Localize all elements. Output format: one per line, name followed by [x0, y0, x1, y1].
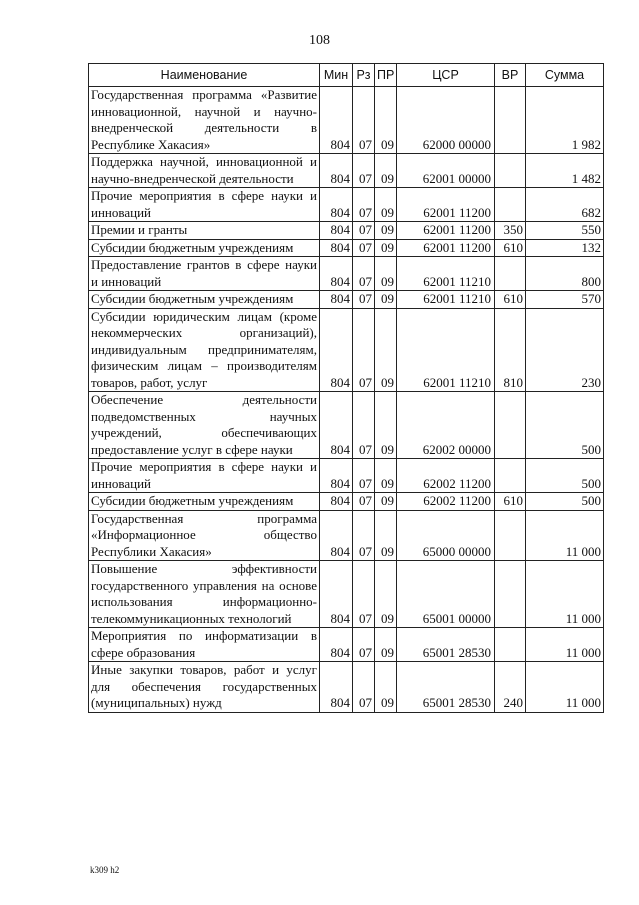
row-pr: 09 [375, 308, 397, 392]
row-csr: 62000 00000 [397, 87, 495, 154]
row-vr [495, 154, 526, 188]
header-pr: ПР [375, 64, 397, 87]
row-rz: 07 [353, 222, 375, 240]
row-vr [495, 628, 526, 662]
table-row [89, 392, 604, 459]
row-sum: 1 482 [526, 154, 604, 188]
row-pr: 09 [375, 510, 397, 561]
row-name: Субсидии бюджетным учреждениям [89, 493, 320, 511]
row-pr: 09 [375, 257, 397, 291]
row-name: Премии и гранты [89, 222, 320, 240]
row-csr: 65001 28530 [397, 662, 495, 713]
table-row [89, 459, 604, 493]
row-vr [495, 87, 526, 154]
row-rz: 07 [353, 392, 375, 459]
table-row [89, 662, 604, 713]
row-sum: 550 [526, 222, 604, 240]
row-rz: 07 [353, 662, 375, 713]
row-rz: 07 [353, 628, 375, 662]
row-name: Повышение эффективности государственного управления на основе использования информационно-телекоммуникационных технологий [89, 561, 320, 628]
row-min: 804 [320, 561, 353, 628]
row-csr: 62001 11210 [397, 257, 495, 291]
row-vr: 240 [495, 662, 526, 713]
row-vr: 610 [495, 291, 526, 309]
table-row [89, 87, 604, 154]
row-min: 804 [320, 308, 353, 392]
row-min: 804 [320, 188, 353, 222]
row-min: 804 [320, 87, 353, 154]
table-row [89, 628, 604, 662]
table-row [89, 239, 604, 257]
budget-table [88, 63, 604, 713]
row-vr: 810 [495, 308, 526, 392]
row-sum: 132 [526, 239, 604, 257]
header-name: Наименование [89, 64, 320, 87]
header-min: Мин [320, 64, 353, 87]
row-pr: 09 [375, 188, 397, 222]
row-sum: 230 [526, 308, 604, 392]
row-name: Иные закупки товаров, работ и услуг для обеспечения государственных (муниципальных) нужд [89, 662, 320, 713]
row-rz: 07 [353, 510, 375, 561]
row-pr: 09 [375, 239, 397, 257]
row-name: Государственная программа «Информационное общество Республики Хакасия» [89, 510, 320, 561]
row-rz: 07 [353, 561, 375, 628]
row-rz: 07 [353, 308, 375, 392]
row-sum: 11 000 [526, 628, 604, 662]
row-pr: 09 [375, 392, 397, 459]
row-csr: 65001 00000 [397, 561, 495, 628]
row-sum: 800 [526, 257, 604, 291]
row-vr: 610 [495, 493, 526, 511]
header-rz: Рз [353, 64, 375, 87]
row-min: 804 [320, 392, 353, 459]
row-vr [495, 459, 526, 493]
row-sum: 570 [526, 291, 604, 309]
row-min: 804 [320, 510, 353, 561]
row-rz: 07 [353, 188, 375, 222]
row-vr: 610 [495, 239, 526, 257]
row-pr: 09 [375, 561, 397, 628]
table-row [89, 291, 604, 309]
row-sum: 11 000 [526, 510, 604, 561]
row-sum: 11 000 [526, 662, 604, 713]
row-min: 804 [320, 154, 353, 188]
table-row [89, 188, 604, 222]
row-min: 804 [320, 493, 353, 511]
table-row [89, 222, 604, 240]
row-csr: 65000 00000 [397, 510, 495, 561]
row-vr: 350 [495, 222, 526, 240]
row-min: 804 [320, 291, 353, 309]
row-name: Предоставление грантов в сфере науки и инноваций [89, 257, 320, 291]
table-row [89, 561, 604, 628]
row-min: 804 [320, 257, 353, 291]
row-pr: 09 [375, 87, 397, 154]
row-name: Мероприятия по информатизации в сфере образования [89, 628, 320, 662]
table-body [89, 87, 604, 713]
row-csr: 65001 28530 [397, 628, 495, 662]
row-sum: 11 000 [526, 561, 604, 628]
row-rz: 07 [353, 239, 375, 257]
table-row [89, 493, 604, 511]
row-rz: 07 [353, 291, 375, 309]
footer-code: k309 h2 [90, 865, 120, 875]
row-rz: 07 [353, 493, 375, 511]
row-rz: 07 [353, 257, 375, 291]
row-csr: 62002 00000 [397, 392, 495, 459]
row-min: 804 [320, 222, 353, 240]
header-csr: ЦСР [397, 64, 495, 87]
row-vr [495, 561, 526, 628]
row-csr: 62001 11200 [397, 239, 495, 257]
table-row [89, 510, 604, 561]
row-name: Субсидии юридическим лицам (кроме некоммерческих организаций), индивидуальным предпринимателям, физическим лицам – производителям товаров, работ, услуг [89, 308, 320, 392]
row-rz: 07 [353, 154, 375, 188]
row-rz: 07 [353, 87, 375, 154]
page-number: 108 [309, 33, 330, 48]
header-sum: Сумма [526, 64, 604, 87]
row-name: Прочие мероприятия в сфере науки и инноваций [89, 459, 320, 493]
row-sum: 500 [526, 392, 604, 459]
row-vr [495, 510, 526, 561]
row-vr [495, 188, 526, 222]
row-name: Государственная программа «Развитие инновационной, научной и научно-внедренческой деятельности в Республике Хакасия» [89, 87, 320, 154]
row-name: Поддержка научной, инновационной и научно-внедренческой деятельности [89, 154, 320, 188]
row-pr: 09 [375, 628, 397, 662]
row-pr: 09 [375, 459, 397, 493]
row-sum: 682 [526, 188, 604, 222]
row-pr: 09 [375, 291, 397, 309]
row-rz: 07 [353, 459, 375, 493]
table-row [89, 257, 604, 291]
row-name: Обеспечение деятельности подведомственных научных учреждений, обеспечивающих предоставление услуг в сфере науки [89, 392, 320, 459]
table-header-row [89, 64, 604, 87]
header-vr: ВР [495, 64, 526, 87]
row-pr: 09 [375, 154, 397, 188]
row-pr: 09 [375, 222, 397, 240]
row-csr: 62002 11200 [397, 493, 495, 511]
row-csr: 62001 00000 [397, 154, 495, 188]
row-min: 804 [320, 459, 353, 493]
row-pr: 09 [375, 662, 397, 713]
row-name: Прочие мероприятия в сфере науки и инноваций [89, 188, 320, 222]
row-csr: 62001 11200 [397, 188, 495, 222]
row-name: Субсидии бюджетным учреждениям [89, 239, 320, 257]
row-csr: 62001 11210 [397, 308, 495, 392]
row-sum: 500 [526, 493, 604, 511]
row-sum: 500 [526, 459, 604, 493]
row-min: 804 [320, 662, 353, 713]
row-vr [495, 392, 526, 459]
row-name: Субсидии бюджетным учреждениям [89, 291, 320, 309]
table-row [89, 154, 604, 188]
row-min: 804 [320, 239, 353, 257]
row-csr: 62002 11200 [397, 459, 495, 493]
row-csr: 62001 11210 [397, 291, 495, 309]
row-pr: 09 [375, 493, 397, 511]
table-row [89, 308, 604, 392]
row-vr [495, 257, 526, 291]
row-csr: 62001 11200 [397, 222, 495, 240]
row-min: 804 [320, 628, 353, 662]
row-sum: 1 982 [526, 87, 604, 154]
